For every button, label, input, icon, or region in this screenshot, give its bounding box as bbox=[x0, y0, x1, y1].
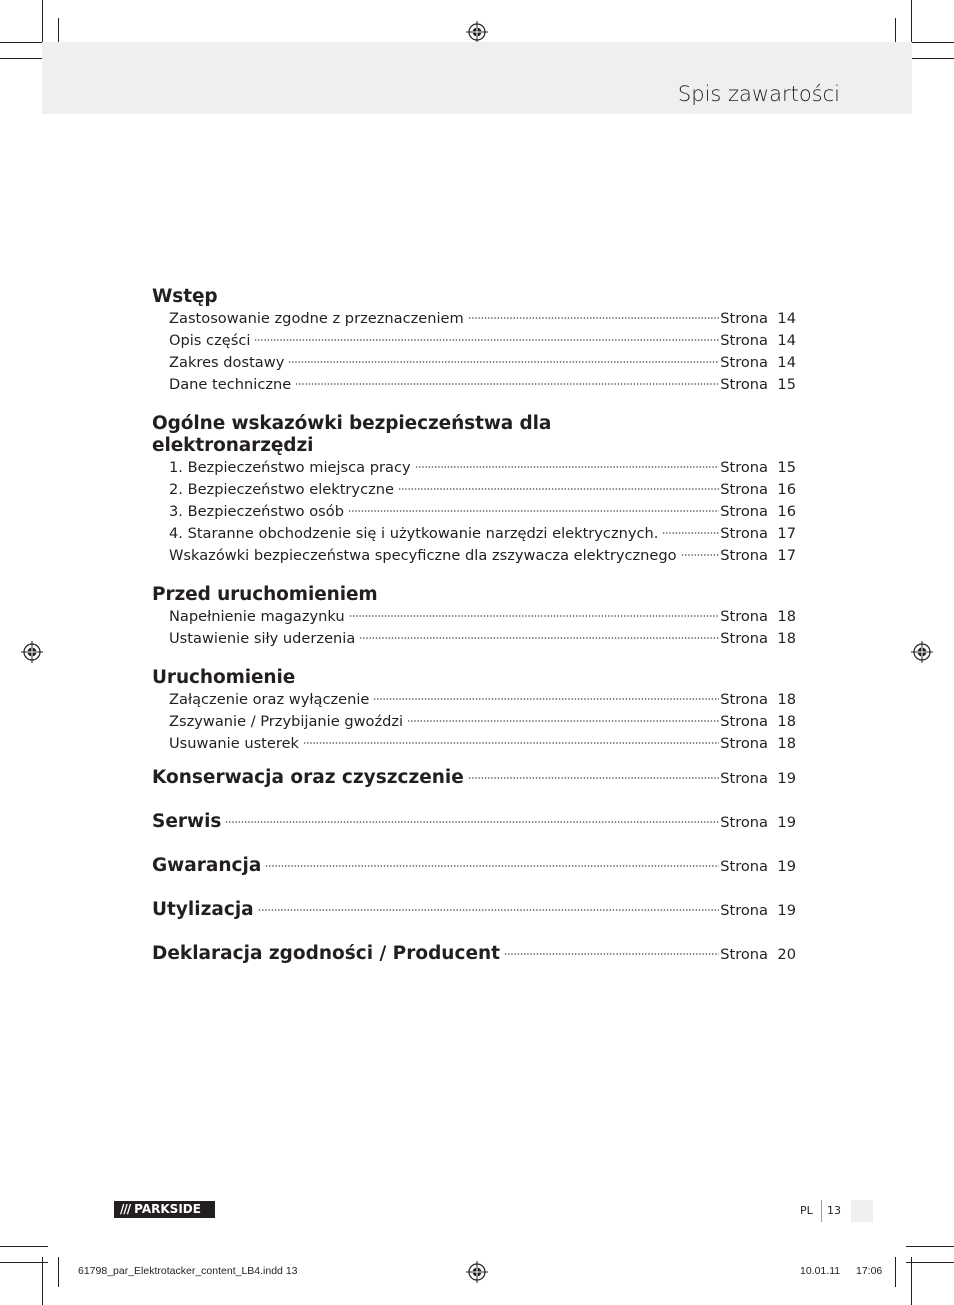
toc-entry[interactable] bbox=[152, 523, 796, 545]
toc-entry-label: Konserwacja oraz czyszczenie bbox=[152, 767, 464, 788]
registration-mark-icon bbox=[466, 1261, 488, 1283]
toc-entry-page: Strona 17 bbox=[720, 525, 796, 542]
dot-leader bbox=[681, 554, 720, 556]
toc-entry-label: Załączenie oraz wyłączenie bbox=[169, 691, 370, 708]
toc-entry-label: Zastosowanie zgodne z przeznaczeniem bbox=[169, 310, 464, 327]
dot-leader bbox=[468, 317, 719, 319]
toc-entry-label: Usuwanie usterek bbox=[169, 735, 299, 752]
toc-entry[interactable] bbox=[152, 501, 796, 523]
table-of-contents bbox=[152, 286, 796, 983]
toc-entry-label: 3. Bezpieczeństwo osób bbox=[169, 503, 344, 520]
footer-divider bbox=[821, 1200, 822, 1222]
parkside-logo bbox=[114, 1201, 215, 1218]
toc-entry-label: 2. Bezpieczeństwo elektryczne bbox=[169, 481, 394, 498]
toc-entry-page: Strona 15 bbox=[720, 376, 796, 393]
toc-entry[interactable] bbox=[152, 689, 796, 711]
toc-entry-konserwacja[interactable] bbox=[152, 763, 796, 807]
crop-mark bbox=[906, 42, 954, 43]
toc-entry-page: Strona 16 bbox=[720, 481, 796, 498]
toc-entry[interactable] bbox=[152, 711, 796, 733]
toc-entry-label: Wskazówki bezpieczeństwa specyficzne dla zszywacza elektrycznego bbox=[169, 547, 677, 564]
dot-leader bbox=[468, 777, 719, 779]
crop-mark bbox=[906, 1262, 954, 1263]
logo-slashes: /// bbox=[120, 1202, 131, 1216]
toc-entry-page: Strona 14 bbox=[720, 310, 796, 327]
dot-leader bbox=[288, 361, 719, 363]
section-title: Uruchomienie bbox=[152, 667, 296, 688]
toc-entry-label: 1. Bezpieczeństwo miejsca pracy bbox=[169, 459, 411, 476]
toc-entry[interactable] bbox=[152, 374, 796, 396]
toc-entry[interactable] bbox=[152, 479, 796, 501]
dot-leader bbox=[359, 637, 719, 639]
toc-section-przed-uruchomieniem bbox=[152, 584, 796, 650]
toc-section-safety bbox=[152, 413, 796, 567]
toc-entry[interactable] bbox=[152, 628, 796, 650]
toc-entry-label: Zszywanie / Przybijanie gwoździ bbox=[169, 713, 404, 730]
section-title: Ogólne wskazówki bezpieczeństwa dla elektronarzędzi bbox=[152, 413, 552, 456]
crop-mark bbox=[42, 1257, 43, 1305]
registration-mark-icon bbox=[911, 641, 933, 663]
toc-entry[interactable] bbox=[152, 545, 796, 567]
crop-mark bbox=[895, 1257, 896, 1287]
dot-leader bbox=[349, 615, 720, 617]
toc-entry-gwarancja[interactable] bbox=[152, 851, 796, 895]
toc-entry[interactable] bbox=[152, 352, 796, 374]
toc-entry[interactable] bbox=[152, 457, 796, 479]
crop-mark bbox=[911, 0, 912, 48]
dot-leader bbox=[504, 953, 719, 955]
crop-mark bbox=[0, 1246, 48, 1247]
registration-mark-icon bbox=[21, 641, 43, 663]
language-code: PL bbox=[800, 1204, 813, 1217]
toc-entry[interactable] bbox=[152, 733, 796, 755]
toc-entry-label: Gwarancja bbox=[152, 855, 262, 876]
toc-entry-page: Strona 19 bbox=[720, 902, 796, 919]
toc-entry-label: Zakres dostawy bbox=[169, 354, 285, 371]
header-band bbox=[42, 42, 912, 114]
dot-leader bbox=[295, 383, 719, 385]
slug-time: 17:06 bbox=[856, 1265, 883, 1277]
toc-entry-deklaracja[interactable] bbox=[152, 939, 796, 983]
crop-mark bbox=[0, 1262, 48, 1263]
toc-entry-page: Strona 18 bbox=[720, 735, 796, 752]
toc-entry-label: Utylizacja bbox=[152, 899, 254, 920]
slug-date: 10.01.11 bbox=[800, 1265, 841, 1277]
toc-entry-label: Dane techniczne bbox=[169, 376, 292, 393]
page-title: Spis zawartości bbox=[677, 82, 840, 106]
section-title: Przed uruchomieniem bbox=[152, 584, 378, 605]
toc-entry-page: Strona 18 bbox=[720, 630, 796, 647]
toc-entry-page: Strona 14 bbox=[720, 332, 796, 349]
toc-entry-page: Strona 19 bbox=[720, 858, 796, 875]
toc-entry[interactable] bbox=[152, 606, 796, 628]
dot-leader bbox=[373, 698, 719, 700]
crop-mark bbox=[0, 58, 48, 59]
toc-entry-page: Strona 14 bbox=[720, 354, 796, 371]
toc-entry-page: Strona 18 bbox=[720, 608, 796, 625]
crop-mark bbox=[911, 1257, 912, 1305]
toc-entry-label: Ustawienie siły uderzenia bbox=[169, 630, 356, 647]
toc-entry-page: Strona 15 bbox=[720, 459, 796, 476]
dot-leader bbox=[254, 339, 719, 341]
toc-entry-serwis[interactable] bbox=[152, 807, 796, 851]
dot-leader bbox=[662, 532, 719, 534]
dot-leader bbox=[398, 488, 719, 490]
footer-tab bbox=[851, 1200, 873, 1222]
toc-entry[interactable] bbox=[152, 330, 796, 352]
crop-mark bbox=[906, 1246, 954, 1247]
logo-text: PARKSIDE bbox=[134, 1202, 201, 1216]
toc-entry-label: Opis części bbox=[169, 332, 251, 349]
toc-entry-label: Napełnienie magazynku bbox=[169, 608, 345, 625]
section-title: Wstęp bbox=[152, 286, 218, 307]
dot-leader bbox=[258, 909, 720, 911]
dot-leader bbox=[348, 510, 719, 512]
crop-mark bbox=[0, 42, 48, 43]
page-number: 13 bbox=[827, 1204, 841, 1217]
toc-entry-page: Strona 20 bbox=[720, 946, 796, 963]
toc-entry-page: Strona 19 bbox=[720, 814, 796, 831]
dot-leader bbox=[303, 742, 719, 744]
toc-entry-label: Deklaracja zgodności / Producent bbox=[152, 943, 501, 964]
toc-entry-utylizacja[interactable] bbox=[152, 895, 796, 939]
toc-entry-label: Serwis bbox=[152, 811, 222, 832]
crop-mark bbox=[58, 1257, 59, 1287]
toc-entry-page: Strona 19 bbox=[720, 770, 796, 787]
toc-entry-page: Strona 16 bbox=[720, 503, 796, 520]
crop-mark bbox=[906, 58, 954, 59]
slug-filename: 61798_par_Elektrotacker_content_LB4.indd 13 bbox=[78, 1265, 298, 1277]
toc-entry-label: 4. Staranne obchodzenie się i użytkowanie narzędzi elektrycznych. bbox=[169, 525, 659, 542]
dot-leader bbox=[415, 466, 720, 468]
toc-entry-page: Strona 17 bbox=[720, 547, 796, 564]
dot-leader bbox=[407, 720, 719, 722]
dot-leader bbox=[265, 865, 719, 867]
crop-mark bbox=[42, 0, 43, 48]
toc-section-uruchomienie bbox=[152, 667, 796, 755]
toc-entry-page: Strona 18 bbox=[720, 713, 796, 730]
dot-leader bbox=[225, 821, 719, 823]
toc-entry[interactable] bbox=[152, 308, 796, 330]
toc-section-wstep bbox=[152, 286, 796, 396]
registration-mark-icon bbox=[466, 21, 488, 43]
toc-entry-page: Strona 18 bbox=[720, 691, 796, 708]
